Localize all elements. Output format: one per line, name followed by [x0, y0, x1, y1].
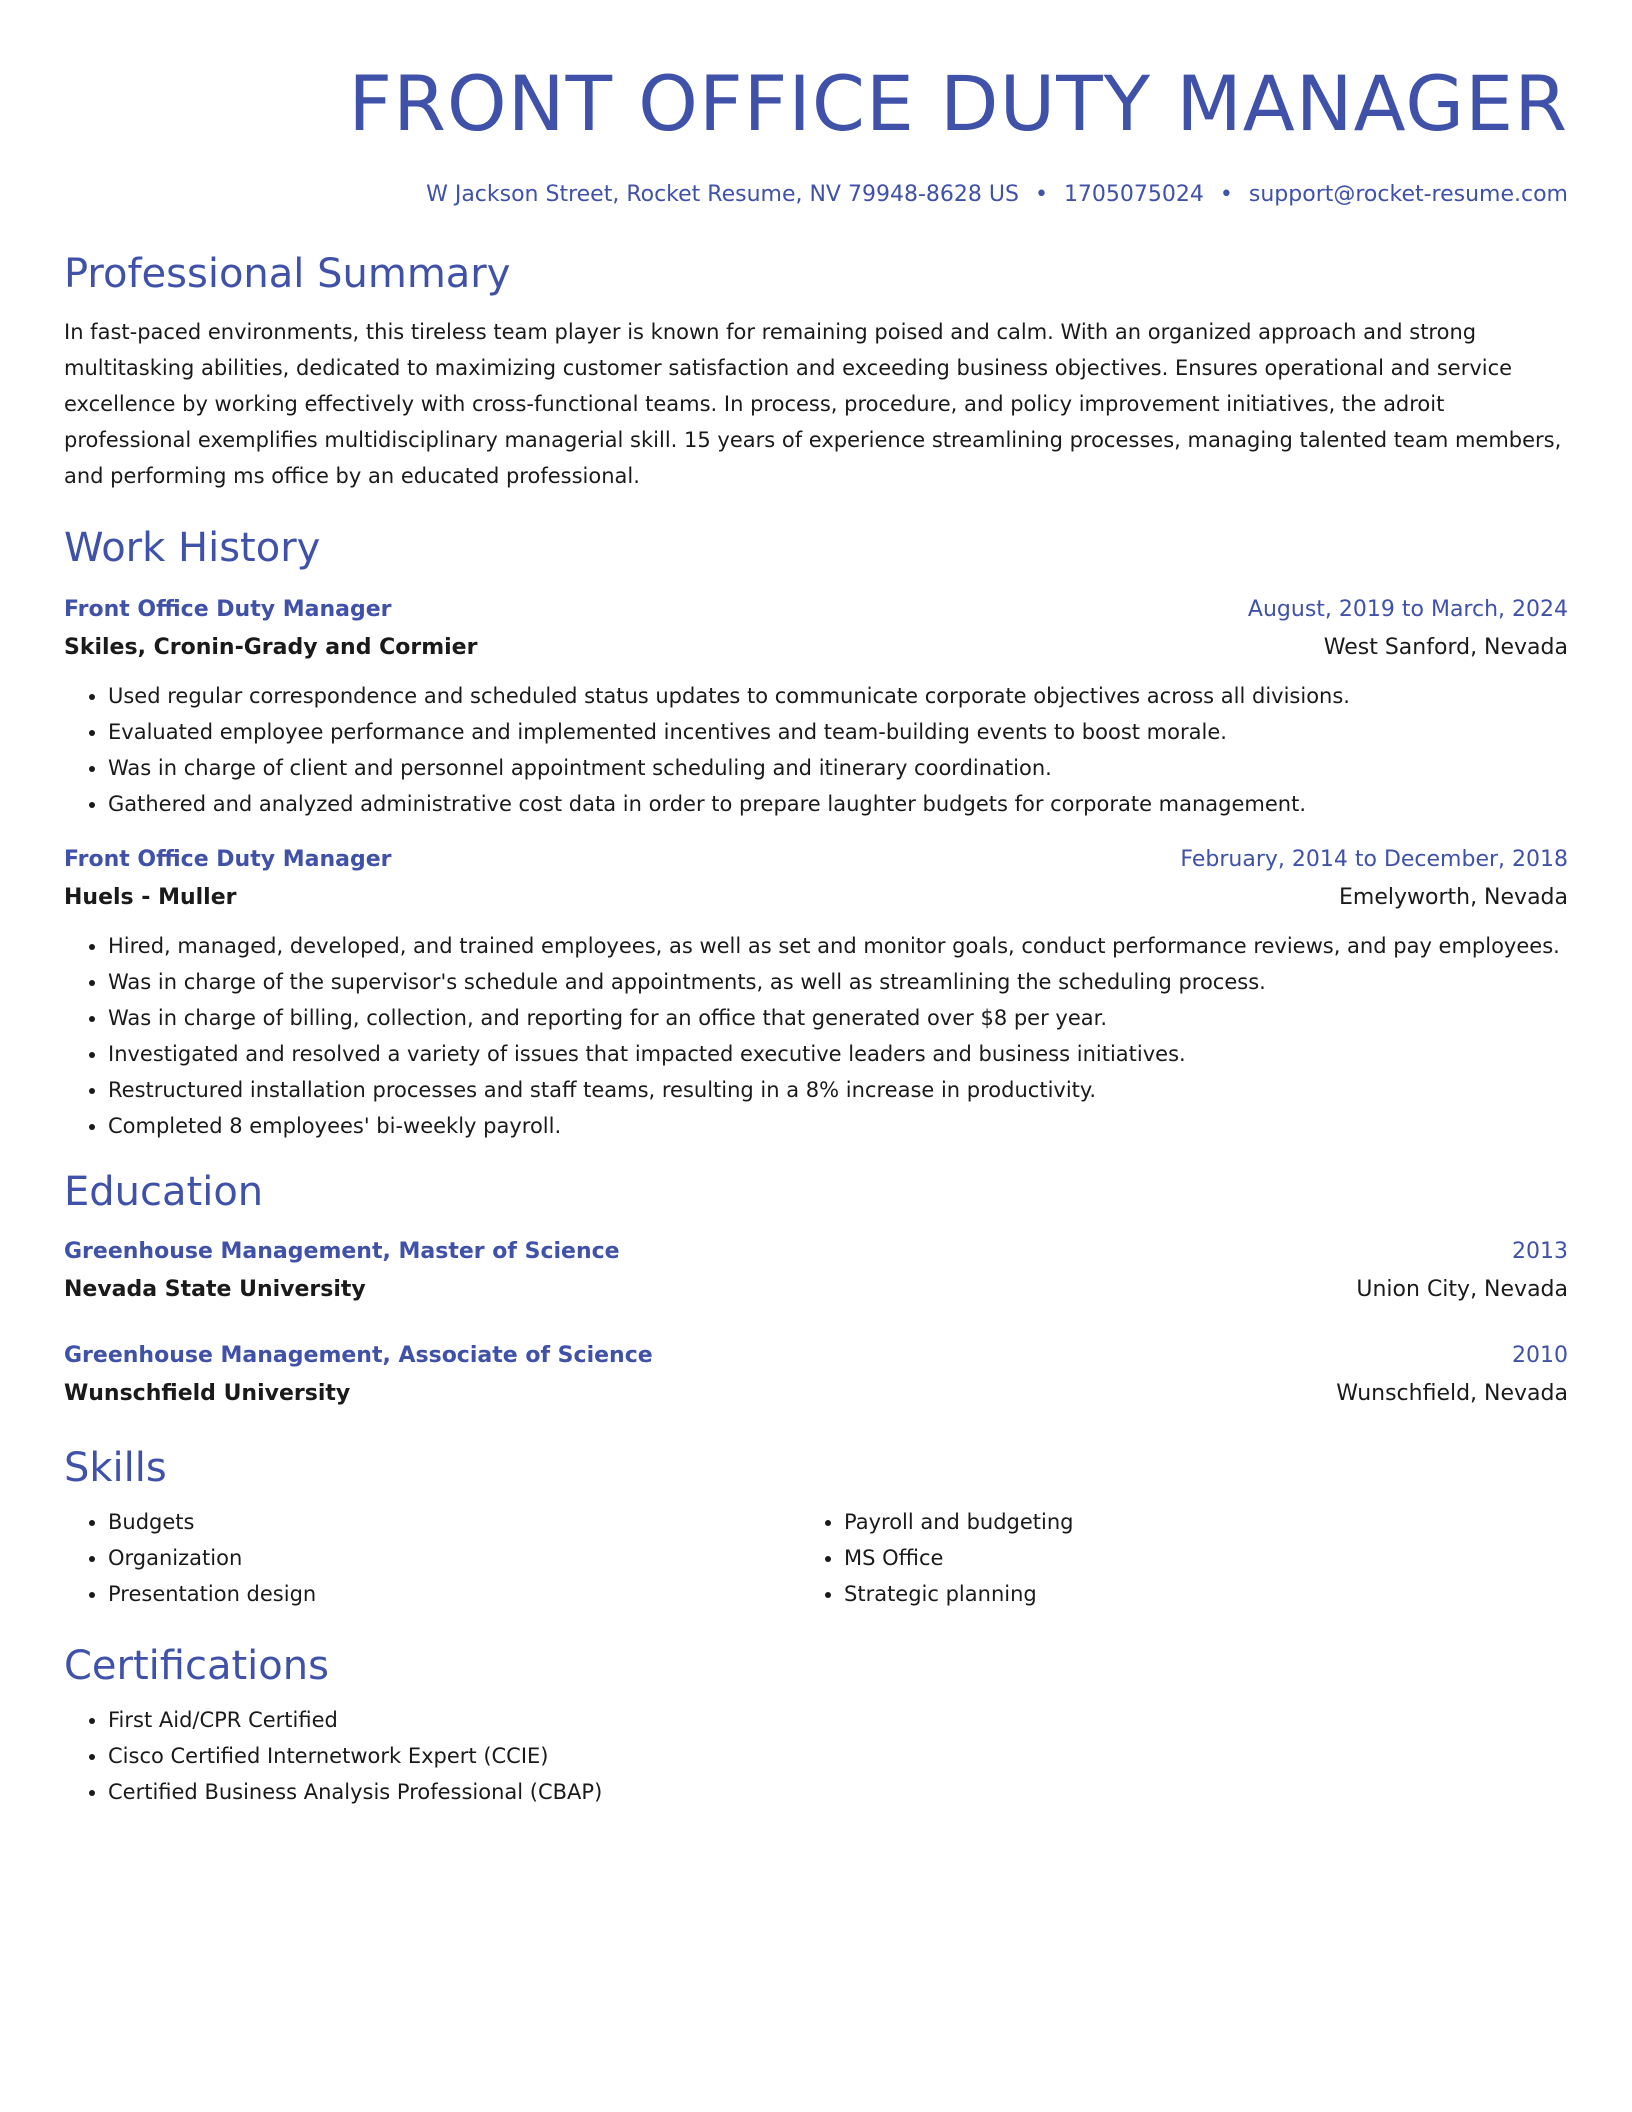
skill-item: • MS Office: [844, 1540, 1536, 1576]
job-bullet: • Hired, managed, developed, and trained employees, as well as set and monitor goals, conduct performance reviews, and pay employees.: [108, 928, 1568, 964]
skills-column-left: [64, 1504, 800, 1612]
job-entry: [64, 592, 1568, 822]
job-bullet: • Investigated and resolved a variety of issues that impacted executive leaders and business initiatives.: [108, 1036, 1568, 1072]
skills-grid: [64, 1504, 1568, 1612]
job-location: Emelyworth, Nevada: [1339, 885, 1568, 910]
contact-phone: 1705075024: [1063, 182, 1204, 207]
job-bullet: • Was in charge of client and personnel appointment scheduling and itinerary coordination.: [108, 750, 1568, 786]
education-year: 2010: [1512, 1343, 1568, 1368]
skill-item: • Budgets: [108, 1504, 800, 1540]
job-role: Front Office Duty Manager: [64, 847, 392, 872]
education-degree: Greenhouse Management, Master of Science: [64, 1239, 620, 1264]
job-location: West Sanford, Nevada: [1323, 635, 1568, 660]
job-bullet: • Restructured installation processes and staff teams, resulting in a 8% increase in productivity.: [108, 1072, 1568, 1108]
certification-item: • First Aid/CPR Certified: [108, 1702, 1568, 1738]
job-role: Front Office Duty Manager: [64, 597, 392, 622]
job-company: Skiles, Cronin-Grady and Cormier: [64, 635, 478, 660]
education-year: 2013: [1512, 1239, 1568, 1264]
education-school: Nevada State University: [64, 1277, 366, 1302]
job-bullet: • Completed 8 employees' bi-weekly payroll.: [108, 1108, 1568, 1144]
summary-heading: Professional Summary: [64, 251, 511, 297]
skills-column-right: [800, 1504, 1536, 1612]
education-location: Wunschfield, Nevada: [1336, 1381, 1568, 1406]
summary-text: In fast-paced environments, this tireless team player is known for remaining poised and calm. With an organized approach and strong multitasking abilities, dedicated to maximizing customer satisfaction and exceeding business objectives. Ensures operational and service excellence by working effectively with cross-functional teams. In process, procedure, and policy improvement initiatives, the adroit professional exemplifies multidisciplinary managerial skill. 15 years of experience streamlining processes, managing talented team members, and performing ms office by an educated professional.: [64, 320, 1562, 488]
job-bullets: [64, 928, 1568, 1144]
certification-item: • Certified Business Analysis Professional (CBAP): [108, 1774, 1568, 1810]
skill-item: • Organization: [108, 1540, 800, 1576]
education-school: Wunschfield University: [64, 1381, 351, 1406]
education-location: Union City, Nevada: [1356, 1277, 1568, 1302]
work-history-heading: Work History: [64, 525, 321, 571]
contact-email[interactable]: support@rocket-resume.com: [1248, 182, 1568, 207]
skill-item: • Strategic planning: [844, 1576, 1536, 1612]
job-entry: [64, 842, 1568, 1144]
skill-item: • Presentation design: [108, 1576, 800, 1612]
job-bullet: • Evaluated employee performance and implemented incentives and team-building events to boost morale.: [108, 714, 1568, 750]
job-bullets: [64, 678, 1568, 822]
job-bullet: • Was in charge of billing, collection, and reporting for an office that generated over $8 per year.: [108, 1000, 1568, 1036]
skill-item: • Payroll and budgeting: [844, 1504, 1536, 1540]
contact-line: [64, 180, 1568, 210]
job-bullet: • Gathered and analyzed administrative cost data in order to prepare laughter budgets for corporate management.: [108, 786, 1568, 822]
education-entry: [64, 1234, 1568, 1310]
certification-item: • Cisco Certified Internetwork Expert (CCIE): [108, 1738, 1568, 1774]
skills-heading: Skills: [64, 1445, 167, 1491]
contact-separator: •: [1219, 182, 1233, 207]
job-dates: August, 2019 to March, 2024: [1247, 597, 1568, 622]
education-heading: Education: [64, 1169, 264, 1215]
job-bullet: • Was in charge of the supervisor's schedule and appointments, as well as streamlining the scheduling process.: [108, 964, 1568, 1000]
education-degree: Greenhouse Management, Associate of Science: [64, 1343, 653, 1368]
job-bullet: • Used regular correspondence and scheduled status updates to communicate corporate objectives across all divisions.: [108, 678, 1568, 714]
contact-address: W Jackson Street, Rocket Resume, NV 79948-8628 US: [426, 182, 1019, 207]
contact-separator: •: [1034, 182, 1048, 207]
candidate-name: FRONT OFFICE DUTY MANAGER: [348, 59, 1568, 148]
education-entry: [64, 1338, 1568, 1414]
job-company: Huels - Muller: [64, 885, 237, 910]
job-dates: February, 2014 to December, 2018: [1180, 847, 1568, 872]
certifications-list: [64, 1702, 1568, 1810]
certifications-heading: Certifications: [64, 1643, 329, 1689]
